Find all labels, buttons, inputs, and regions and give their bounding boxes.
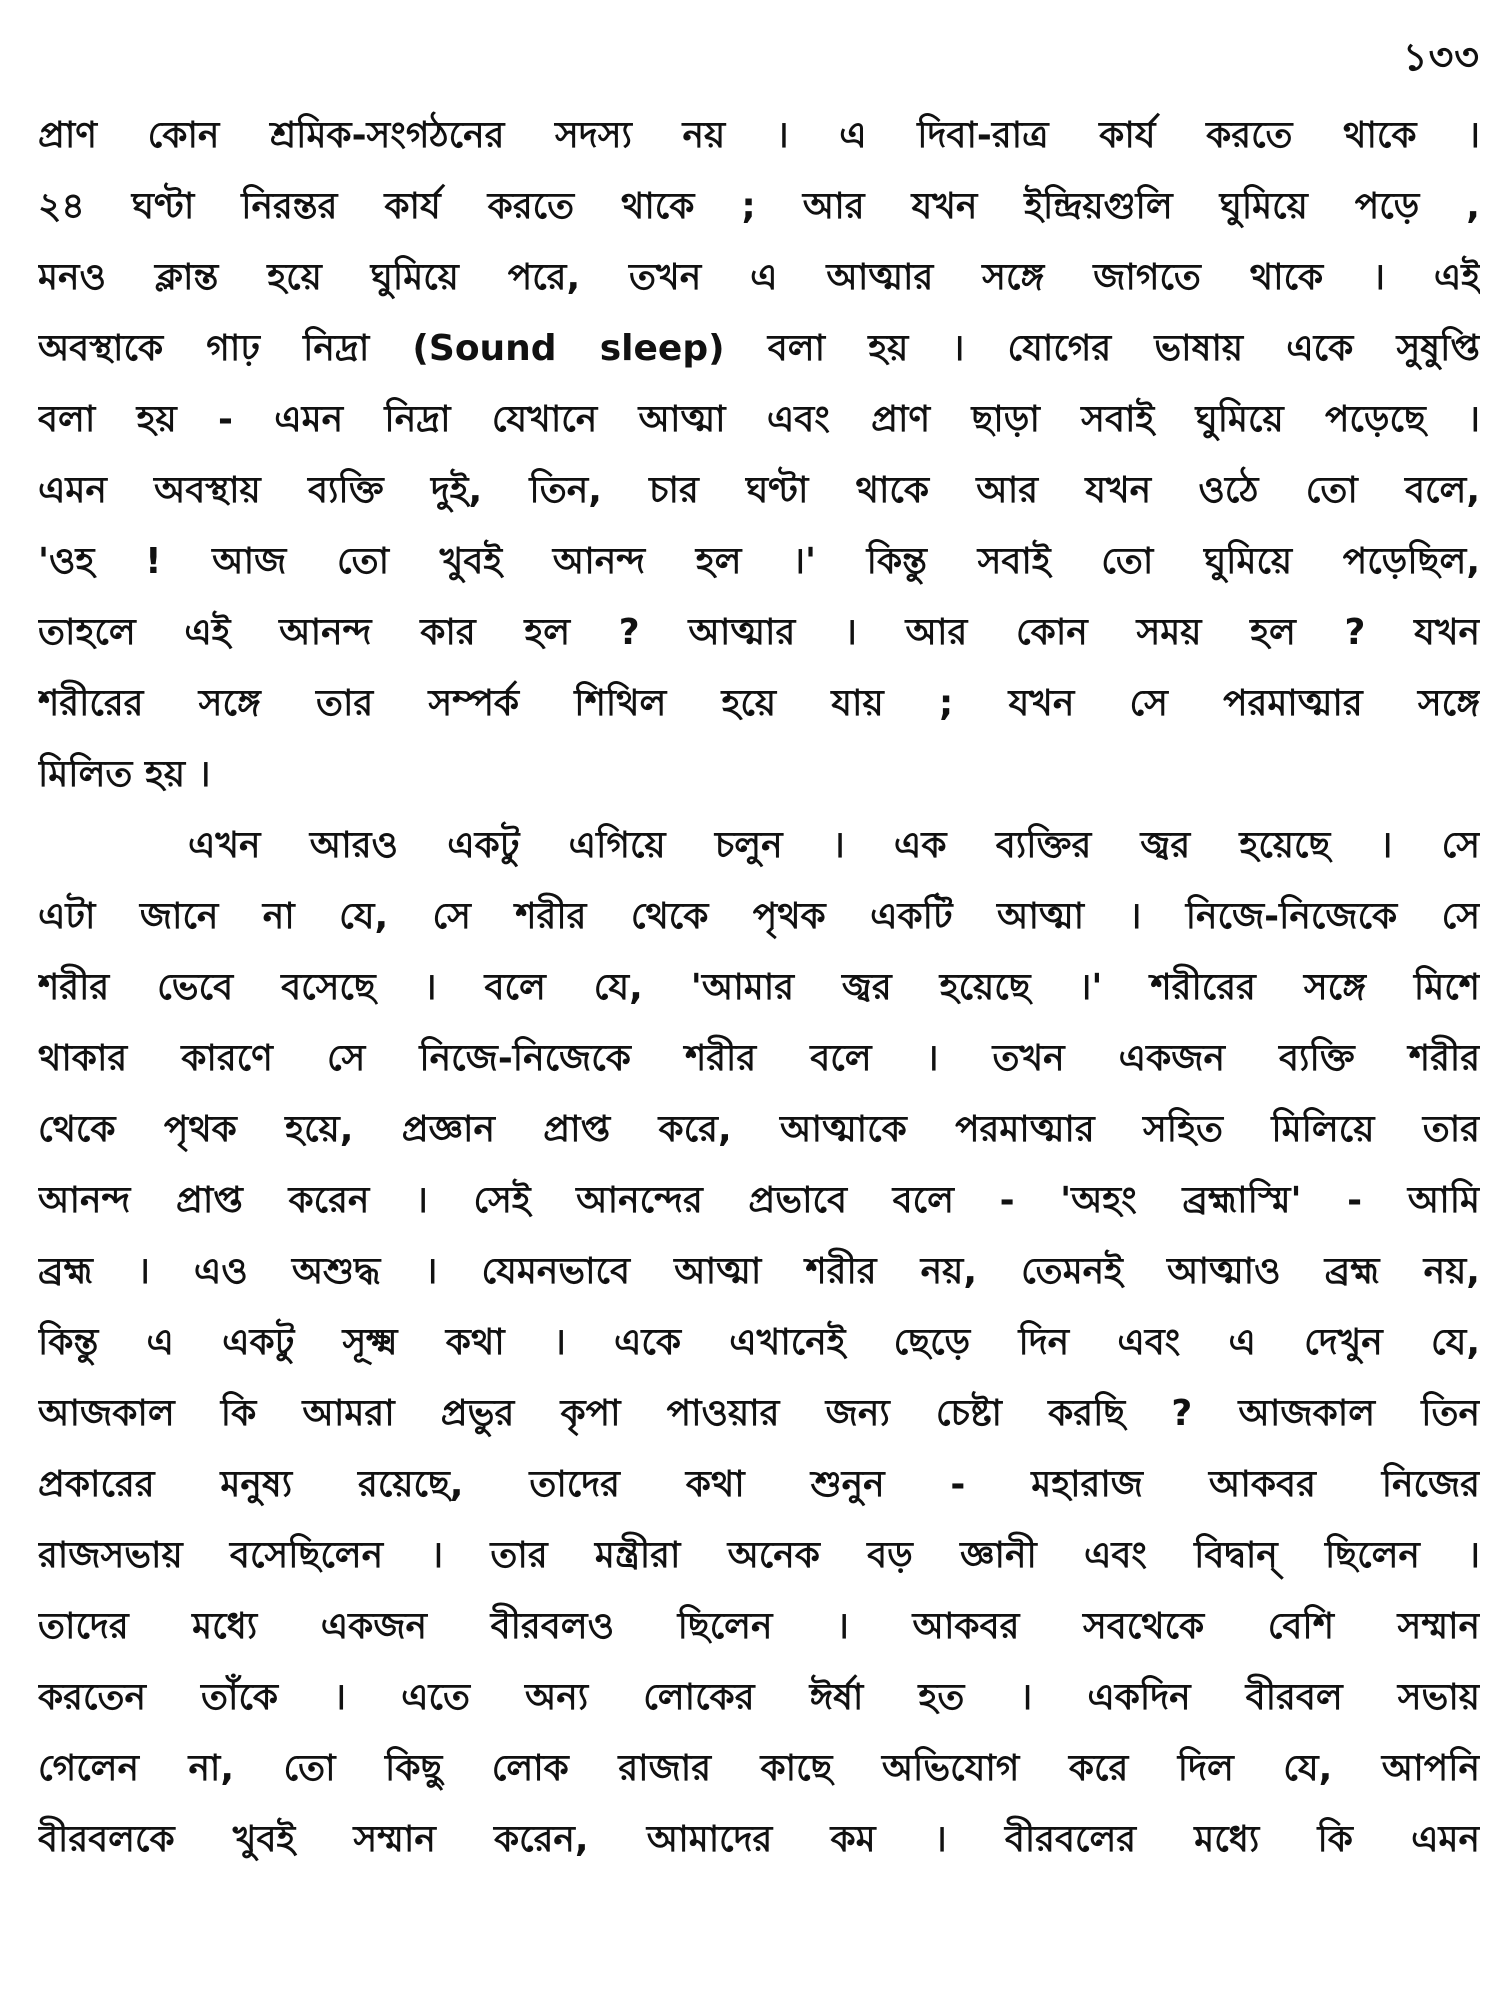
text-line: বলা হয় - এমন নিদ্রা যেখানে আত্মা এবং প্রাণ ছাড়া সবাই ঘুমিয়ে পড়েছে । — [38, 399, 1480, 440]
text-line: এটা জানে না যে, সে শরীর থেকে পৃথক একটি আত্মা । নিজে-নিজেকে সে — [38, 896, 1480, 937]
text-line: গেলেন না, তো কিছু লোক রাজার কাছে অভিযোগ করে দিল যে, আপনি — [38, 1748, 1480, 1789]
paragraph-start-line: এখন আরও একটু এগিয়ে চলুন । এক ব্যক্তির জ্বর হয়েছে । সে — [188, 825, 1480, 866]
body-text — [38, 100, 1480, 1875]
text-line: আনন্দ প্রাপ্ত করেন । সেই আনন্দের প্রভাবে বলে - 'অহং ব্রহ্মাস্মি' - আমি — [38, 1180, 1480, 1221]
text-line: ব্রহ্ম । এও অশুদ্ধ । যেমনভাবে আত্মা শরীর নয়, তেমনই আত্মাও ব্রহ্ম নয়, — [38, 1251, 1480, 1292]
text-line: অবস্থাকে গাঢ় নিদ্রা (Sound sleep) বলা হয় । যোগের ভাষায় একে সুষুপ্তি — [38, 328, 1480, 369]
text-line: প্রাণ কোন শ্রমিক-সংগঠনের সদস্য নয় । এ দিবা-রাত্র কার্য করতে থাকে । — [38, 115, 1480, 156]
text-line: শরীরের সঙ্গে তার সম্পর্ক শিথিল হয়ে যায় ; যখন সে পরমাত্মার সঙ্গে — [38, 683, 1480, 724]
text-line: এমন অবস্থায় ব্যক্তি দুই, তিন, চার ঘণ্টা থাকে আর যখন ওঠে তো বলে, — [38, 470, 1480, 511]
text-line: মনও ক্লান্ত হয়ে ঘুমিয়ে পরে, তখন এ আত্মার সঙ্গে জাগতে থাকে । এই — [38, 257, 1480, 298]
paragraph-end-line: মিলিত হয় । — [38, 754, 211, 795]
text-line: 'ওহ ! আজ তো খুবই আনন্দ হল ।' কিন্তু সবাই তো ঘুমিয়ে পড়েছিল, — [38, 541, 1480, 582]
text-line: তাহলে এই আনন্দ কার হল ? আত্মার । আর কোন সময় হল ? যখন — [38, 612, 1480, 653]
text-line: বীরবলকে খুবই সম্মান করেন, আমাদের কম । বীরবলের মধ্যে কি এমন — [38, 1819, 1480, 1860]
text-line: ২৪ ঘণ্টা নিরন্তর কার্য করতে থাকে ; আর যখন ইন্দ্রিয়গুলি ঘুমিয়ে পড়ে , — [38, 186, 1480, 227]
text-line: রাজসভায় বসেছিলেন । তার মন্ত্রীরা অনেক বড় জ্ঞানী এবং বিদ্বান্ ছিলেন । — [38, 1535, 1480, 1576]
text-line: থেকে পৃথক হয়ে, প্রজ্ঞান প্রাপ্ত করে, আত্মাকে পরমাত্মার সহিত মিলিয়ে তার — [38, 1109, 1480, 1150]
text-line: তাদের মধ্যে একজন বীরবলও ছিলেন । আকবর সবথেকে বেশি সম্মান — [38, 1606, 1480, 1647]
text-line: কিন্তু এ একটু সূক্ষ্ম কথা । একে এখানেই ছেড়ে দিন এবং এ দেখুন যে, — [38, 1322, 1480, 1363]
text-line: আজকাল কি আমরা প্রভুর কৃপা পাওয়ার জন্য চেষ্টা করছি ? আজকাল তিন — [38, 1393, 1480, 1434]
page-number: ১৩৩ — [1402, 35, 1480, 79]
text-line: করতেন তাঁকে । এতে অন্য লোকের ঈর্ষা হত । একদিন বীরবল সভায় — [38, 1677, 1480, 1718]
text-line: প্রকারের মনুষ্য রয়েছে, তাদের কথা শুনুন - মহারাজ আকবর নিজের — [38, 1464, 1480, 1505]
text-line: থাকার কারণে সে নিজে-নিজেকে শরীর বলে । তখন একজন ব্যক্তি শরীর — [38, 1038, 1480, 1079]
text-line: শরীর ভেবে বসেছে । বলে যে, 'আমার জ্বর হয়েছে ।' শরীরের সঙ্গে মিশে — [38, 967, 1480, 1008]
